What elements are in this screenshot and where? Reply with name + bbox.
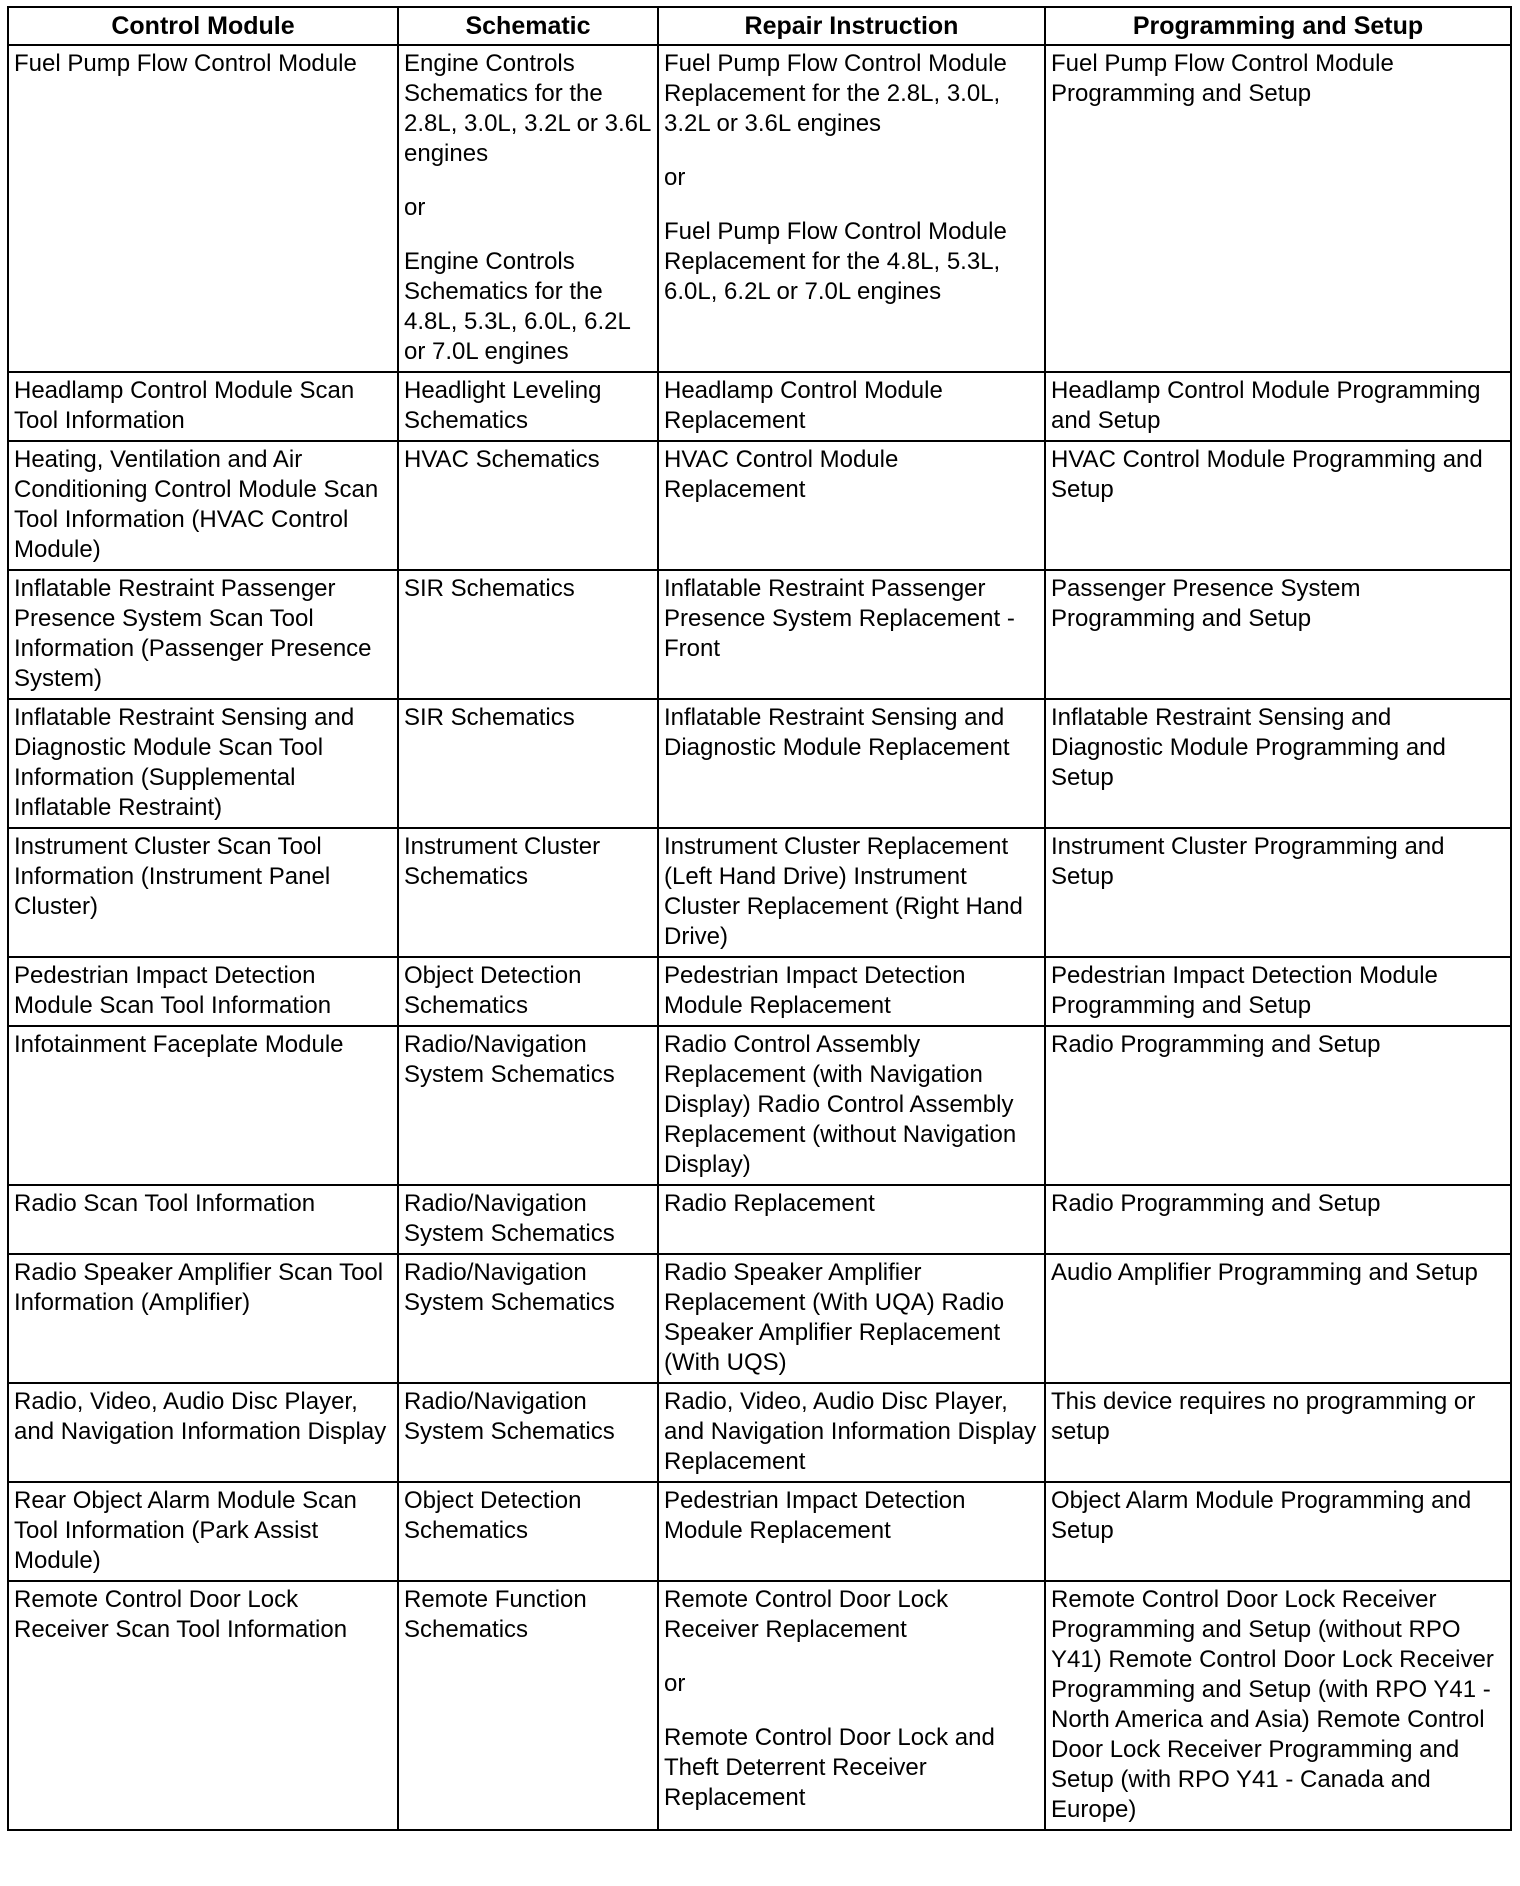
table-body: [8, 45, 1511, 1830]
cell-schematic: [398, 372, 658, 441]
cell-repair-instruction: [658, 699, 1045, 828]
cell-paragraph: Inflatable Restraint Sensing and Diagnostic Module Replacement: [664, 704, 1010, 761]
cell-programming-and-setup: [1045, 45, 1511, 372]
cell-control-module: Inflatable Restraint Sensing and Diagnostic Module Scan Tool Information (Supplemental Inflatable Restraint): [8, 699, 398, 828]
table-row: [8, 441, 1511, 570]
cell-paragraph: Headlight Leveling Schematics: [404, 377, 602, 434]
cell-programming-and-setup: [1045, 570, 1511, 699]
cell-paragraph: or: [404, 194, 426, 221]
cell-repair-instruction: [658, 1482, 1045, 1581]
cell-paragraph: Instrument Cluster Programming and Setup: [1051, 833, 1445, 890]
cell-paragraph: Inflatable Restraint Sensing and Diagnostic Module Programming and Setup: [1051, 704, 1446, 791]
header-schematic: Schematic: [398, 7, 658, 45]
cell-schematic: [398, 957, 658, 1026]
cell-repair-instruction: [658, 372, 1045, 441]
cell-schematic: [398, 1026, 658, 1185]
cell-paragraph: Object Detection Schematics: [404, 1487, 582, 1544]
cell-programming-and-setup: [1045, 957, 1511, 1026]
header-programming-and-setup: Programming and Setup: [1045, 7, 1511, 45]
cell-repair-instruction: [658, 1254, 1045, 1383]
cell-repair-instruction: [658, 957, 1045, 1026]
table-row: [8, 570, 1511, 699]
cell-paragraph: Remote Control Door Lock and Theft Deterrent Receiver Replacement: [664, 1724, 995, 1811]
cell-schematic: [398, 1581, 658, 1830]
cell-paragraph: Object Alarm Module Programming and Setup: [1051, 1487, 1472, 1544]
cell-repair-instruction: [658, 828, 1045, 957]
cell-paragraph: Pedestrian Impact Detection Module Replacement: [664, 962, 966, 1019]
cell-control-module: Infotainment Faceplate Module: [8, 1026, 398, 1185]
table-row: [8, 828, 1511, 957]
cell-schematic: [398, 1383, 658, 1482]
cell-control-module: Pedestrian Impact Detection Module Scan Tool Information: [8, 957, 398, 1026]
cell-programming-and-setup: [1045, 1482, 1511, 1581]
cell-paragraph: Inflatable Restraint Passenger Presence System Replacement - Front: [664, 575, 1015, 662]
cell-control-module: Fuel Pump Flow Control Module: [8, 45, 398, 372]
table-row: [8, 1581, 1511, 1830]
cell-programming-and-setup: [1045, 699, 1511, 828]
cell-paragraph: Pedestrian Impact Detection Module Programming and Setup: [1051, 962, 1438, 1019]
cell-paragraph: Headlamp Control Module Replacement: [664, 377, 943, 434]
table-row: [8, 699, 1511, 828]
cell-control-module: Remote Control Door Lock Receiver Scan Tool Information: [8, 1581, 398, 1830]
cell-paragraph: Remote Function Schematics: [404, 1586, 587, 1643]
cell-paragraph: Radio Speaker Amplifier Replacement (With UQA) Radio Speaker Amplifier Replacement (With UQS): [664, 1259, 1005, 1376]
control-module-table: [7, 6, 1512, 1831]
table-row: [8, 1185, 1511, 1254]
cell-paragraph: Radio Replacement: [664, 1190, 875, 1217]
cell-control-module: Instrument Cluster Scan Tool Information (Instrument Panel Cluster): [8, 828, 398, 957]
cell-control-module: Radio, Video, Audio Disc Player, and Navigation Information Display: [8, 1383, 398, 1482]
cell-paragraph: or: [664, 164, 686, 191]
header-repair-instruction: Repair Instruction: [658, 7, 1045, 45]
cell-schematic: [398, 45, 658, 372]
cell-paragraph: Passenger Presence System Programming and Setup: [1051, 575, 1361, 632]
cell-repair-instruction: [658, 1383, 1045, 1482]
table-row: [8, 957, 1511, 1026]
cell-programming-and-setup: [1045, 1026, 1511, 1185]
cell-schematic: [398, 1185, 658, 1254]
cell-programming-and-setup: [1045, 1581, 1511, 1830]
cell-paragraph: Radio, Video, Audio Disc Player, and Navigation Information Display Replacement: [664, 1388, 1037, 1475]
cell-repair-instruction: [658, 1581, 1045, 1830]
cell-paragraph: Radio Programming and Setup: [1051, 1190, 1381, 1217]
cell-schematic: [398, 570, 658, 699]
cell-paragraph: Remote Control Door Lock Receiver Replacement: [664, 1586, 949, 1643]
cell-paragraph: Radio/Navigation System Schematics: [404, 1190, 615, 1247]
table-header: [8, 7, 1511, 45]
cell-paragraph: Radio Control Assembly Replacement (with Navigation Display) Radio Control Assembly Replacement (without Navigation Display): [664, 1031, 1017, 1178]
cell-paragraph: Pedestrian Impact Detection Module Replacement: [664, 1487, 966, 1544]
cell-programming-and-setup: [1045, 372, 1511, 441]
cell-paragraph: Engine Controls Schematics for the 4.8L, 5.3L, 6.0L, 6.2L or 7.0L engines: [404, 248, 630, 365]
cell-paragraph: Engine Controls Schematics for the 2.8L, 3.0L, 3.2L or 3.6L engines: [404, 50, 651, 167]
cell-programming-and-setup: [1045, 1185, 1511, 1254]
cell-paragraph: Radio Programming and Setup: [1051, 1031, 1381, 1058]
cell-control-module: Heating, Ventilation and Air Conditioning Control Module Scan Tool Information (HVAC Control Module): [8, 441, 398, 570]
cell-schematic: [398, 1254, 658, 1383]
cell-paragraph: SIR Schematics: [404, 575, 575, 602]
cell-control-module: Headlamp Control Module Scan Tool Information: [8, 372, 398, 441]
cell-schematic: [398, 828, 658, 957]
cell-paragraph: Object Detection Schematics: [404, 962, 582, 1019]
cell-control-module: Rear Object Alarm Module Scan Tool Information (Park Assist Module): [8, 1482, 398, 1581]
cell-paragraph: Audio Amplifier Programming and Setup: [1051, 1259, 1478, 1286]
cell-paragraph: SIR Schematics: [404, 704, 575, 731]
cell-paragraph: Instrument Cluster Schematics: [404, 833, 601, 890]
cell-paragraph: Instrument Cluster Replacement (Left Hand Drive) Instrument Cluster Replacement (Right Hand Drive): [664, 833, 1023, 950]
cell-paragraph: HVAC Control Module Replacement: [664, 446, 899, 503]
cell-paragraph: HVAC Schematics: [404, 446, 600, 473]
cell-control-module: Inflatable Restraint Passenger Presence System Scan Tool Information (Passenger Presence System): [8, 570, 398, 699]
table-row: [8, 372, 1511, 441]
cell-programming-and-setup: [1045, 1383, 1511, 1482]
cell-paragraph: Remote Control Door Lock Receiver Programming and Setup (without RPO Y41) Remote Control Door Lock Receiver Programming and Setup (with RPO Y41 - North America and Asia) Remote Control Door Lock Receiver Programming and Setup (with RPO Y41 - Canada and Europe): [1051, 1586, 1494, 1823]
header-control-module: Control Module: [8, 7, 398, 45]
cell-schematic: [398, 441, 658, 570]
cell-paragraph: Fuel Pump Flow Control Module Replacement for the 2.8L, 3.0L, 3.2L or 3.6L engines: [664, 50, 1007, 137]
cell-programming-and-setup: [1045, 441, 1511, 570]
cell-repair-instruction: [658, 45, 1045, 372]
cell-control-module: Radio Scan Tool Information: [8, 1185, 398, 1254]
table-row: [8, 1026, 1511, 1185]
cell-paragraph: Radio/Navigation System Schematics: [404, 1259, 615, 1316]
cell-paragraph: or: [664, 1670, 686, 1697]
cell-paragraph: This device requires no programming or setup: [1051, 1388, 1476, 1445]
cell-repair-instruction: [658, 1026, 1045, 1185]
cell-paragraph: Fuel Pump Flow Control Module Programming and Setup: [1051, 50, 1394, 107]
header-row: [8, 7, 1511, 45]
cell-control-module: Radio Speaker Amplifier Scan Tool Information (Amplifier): [8, 1254, 398, 1383]
table-row: [8, 1482, 1511, 1581]
cell-repair-instruction: [658, 441, 1045, 570]
cell-schematic: [398, 1482, 658, 1581]
cell-paragraph: HVAC Control Module Programming and Setup: [1051, 446, 1483, 503]
cell-paragraph: Headlamp Control Module Programming and Setup: [1051, 377, 1481, 434]
table-row: [8, 1254, 1511, 1383]
cell-programming-and-setup: [1045, 1254, 1511, 1383]
cell-paragraph: Radio/Navigation System Schematics: [404, 1388, 615, 1445]
cell-paragraph: Radio/Navigation System Schematics: [404, 1031, 615, 1088]
table-row: [8, 1383, 1511, 1482]
table-row: [8, 45, 1511, 372]
cell-schematic: [398, 699, 658, 828]
cell-repair-instruction: [658, 1185, 1045, 1254]
cell-repair-instruction: [658, 570, 1045, 699]
cell-programming-and-setup: [1045, 828, 1511, 957]
cell-paragraph: Fuel Pump Flow Control Module Replacement for the 4.8L, 5.3L, 6.0L, 6.2L or 7.0L engines: [664, 218, 1007, 305]
